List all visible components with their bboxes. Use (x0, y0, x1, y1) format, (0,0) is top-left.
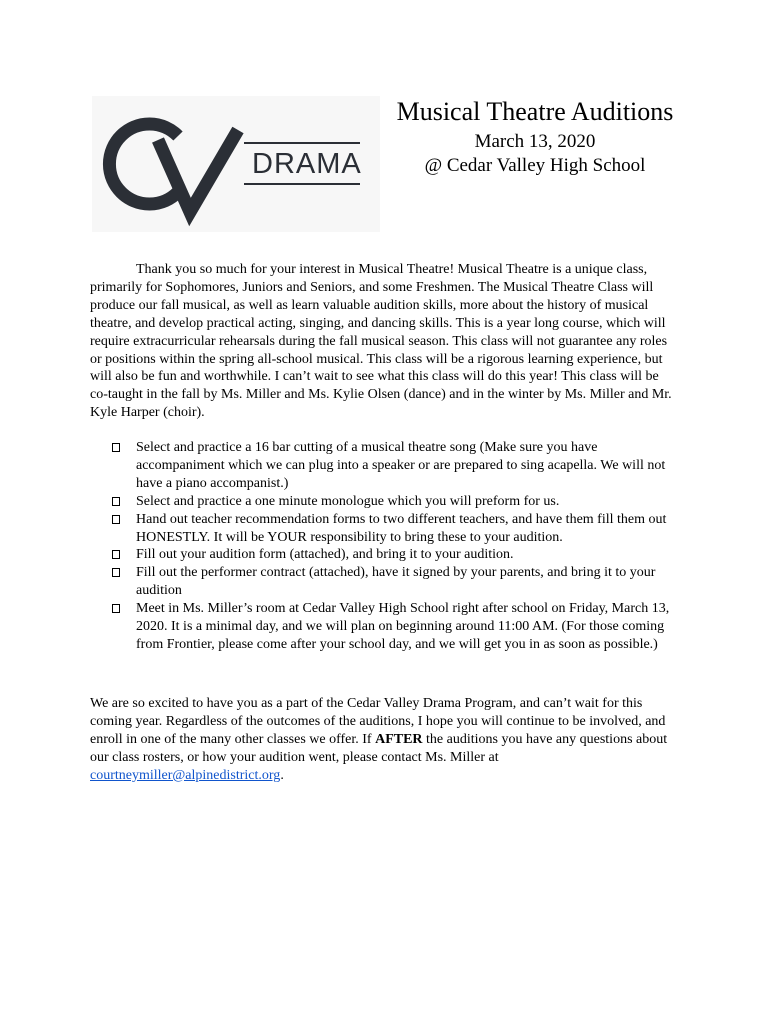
checklist-item (110, 546, 680, 564)
closing-text-1: We are so excited to have you as a part of the Cedar Valley Drama Program, and can’t wait for this coming year. Regardless of the outcomes of the auditions, I hope you will continue to be involved, and enroll in one of the many other classes we offer. If (90, 696, 666, 747)
intro-text: Thank you so much for your interest in Musical Theatre! Musical Theatre is a unique class, primarily for Sophomores, Juniors and Seniors, and some Freshmen. The Musical Theatre Class will produce our fall musical, as well as learn valuable audition skills, more about the history of musical theatre, and develop practical acting, singing, and dancing skills. This is a year long course, which will require extracurricular rehearsals during the fall musical season. This class will not guarantee any roles or positions within the spring all-school musical. This class will be a rigorous learning experience, but will also be fun and worthwhile. I can’t wait to see what this class will do this year! This class will be co-taught in the fall by Ms. Miller and Ms. Kylie Olsen (dance) and in the winter by Ms. Miller and Mr. Kyle Harper (choir). (90, 262, 672, 421)
checklist-item-text: Select and practice a one minute monologue which you will preform for us. (136, 493, 560, 509)
checklist-item-text: Hand out teacher recommendation forms to two different teachers, and have them fill them out HONESTLY. It will be YOUR responsibility to bring these to your audition. (136, 511, 667, 545)
checklist-item-text: Fill out the performer contract (attached), have it signed by your parents, and bring it to your audition (136, 565, 656, 599)
checklist-item (110, 493, 680, 511)
checkbox-icon (112, 443, 120, 452)
checklist-item (110, 439, 680, 493)
checkbox-icon (112, 568, 120, 577)
contact-email-link[interactable]: courtneymiller@alpinedistrict.org (90, 767, 281, 783)
audition-date: March 13, 2020 (474, 131, 596, 152)
checkbox-icon (112, 550, 120, 559)
cv-drama-logo (92, 96, 380, 232)
closing-end: . (280, 767, 284, 783)
closing-paragraph (90, 695, 680, 785)
checkbox-icon (112, 515, 120, 524)
checklist-item-text: Meet in Ms. Miller’s room at Cedar Valley High School right after school on Friday, March 13, 2020. It is a minimal day, and we will plan on beginning around 11:00 AM. (For those coming from Frontier, please come after your school day, and we will get you in as soon as possible.) (136, 601, 670, 652)
checkbox-icon (112, 497, 120, 506)
checklist-item-text: Fill out your audition form (attached), and bring it to your audition. (136, 547, 514, 563)
checklist-item (110, 600, 680, 654)
page-title: Musical Theatre Auditions (396, 97, 674, 126)
intro-paragraph (90, 261, 680, 422)
closing-text-2: the auditions you have any questions about our class rosters, or how your audition went, please contact Ms. Miller at (90, 731, 668, 765)
checklist-item-text: Select and practice a 16 bar cutting of a musical theatre song (Make sure you have accompaniment which we can plug into a speaker or are prepared to sing acapella. We will not have a piano accompanist.) (136, 440, 666, 491)
header-block (396, 95, 674, 178)
checkbox-icon (112, 604, 120, 613)
logo-word: DRAMA (252, 148, 362, 180)
audition-venue: @ Cedar Valley High School (424, 155, 646, 176)
checklist-item (110, 564, 680, 600)
audition-checklist (110, 439, 680, 654)
checklist-item (110, 511, 680, 547)
closing-emphasis: AFTER (375, 731, 423, 747)
